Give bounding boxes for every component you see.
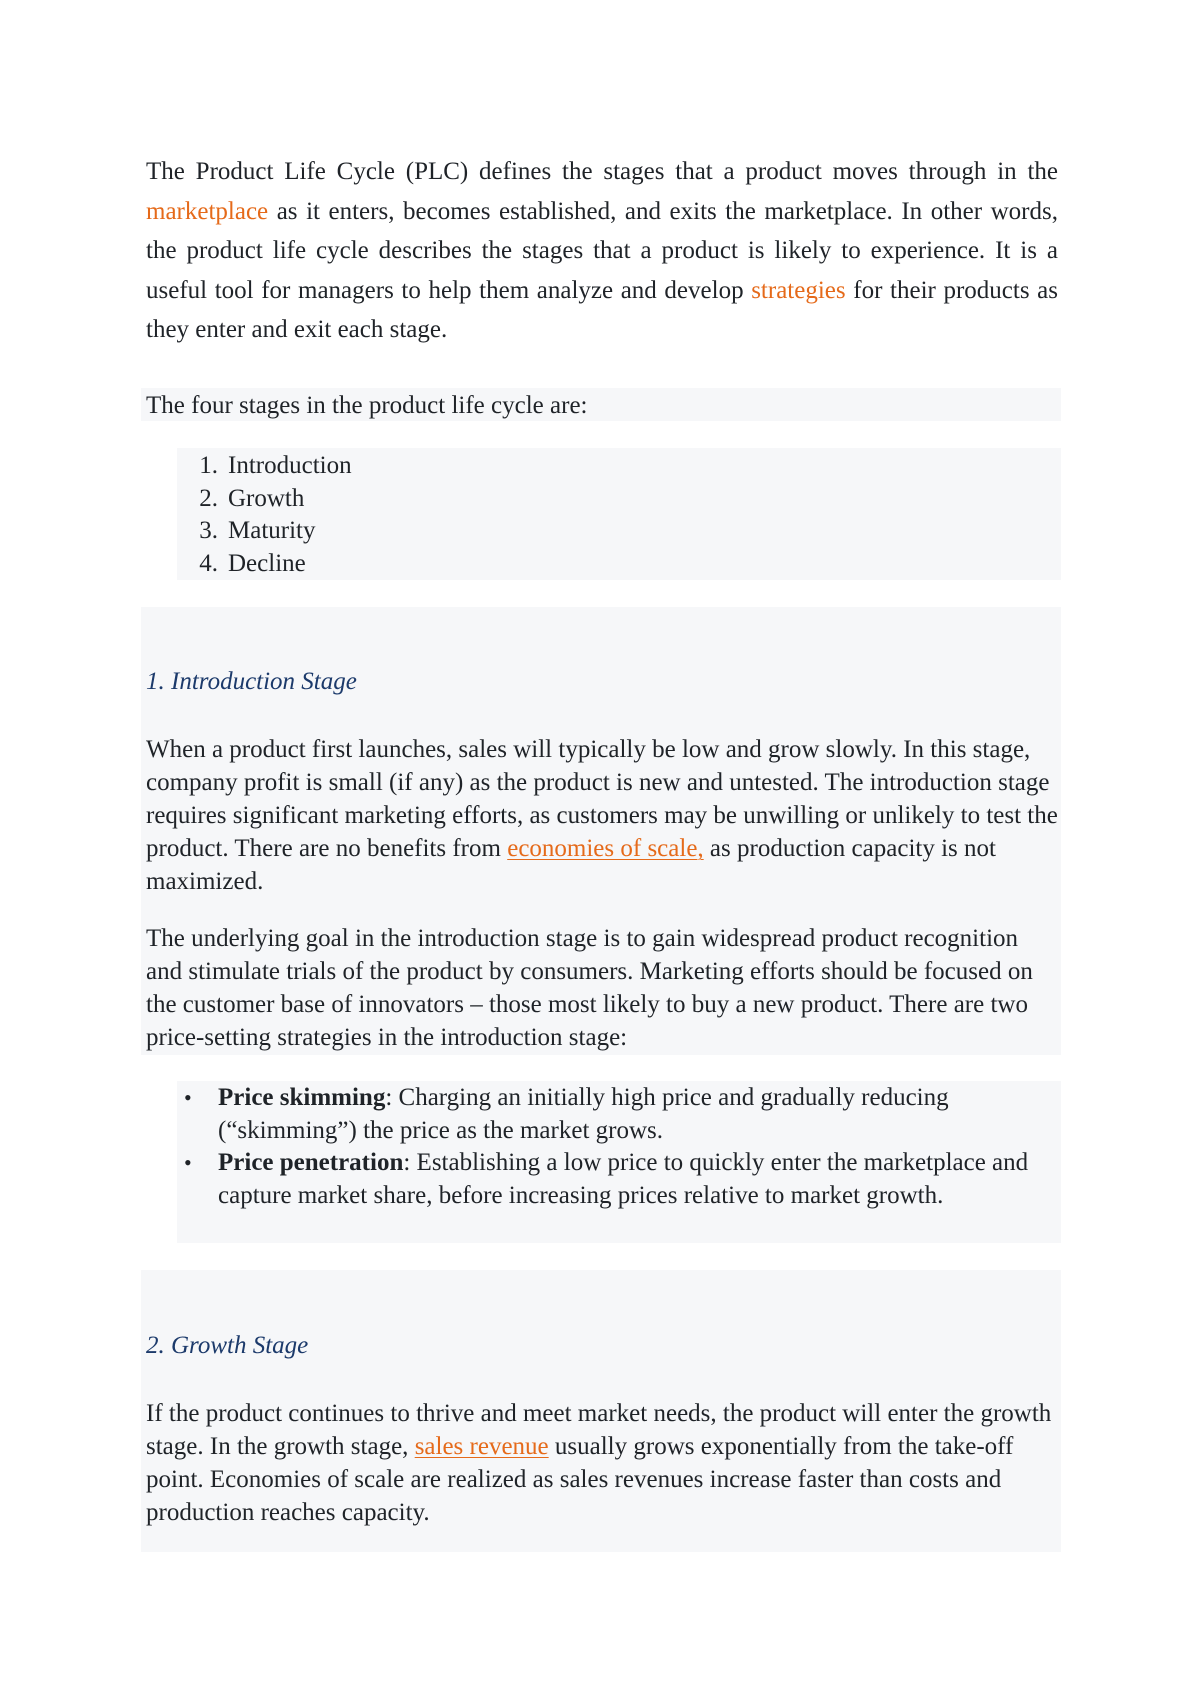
list-number: 3. <box>199 517 218 544</box>
list-number: 4. <box>199 549 218 577</box>
stage-label: Introduction <box>228 452 352 479</box>
introduction-paragraph-1 <box>146 733 1058 898</box>
bullet-term: Price skimming <box>218 1084 386 1111</box>
stages-list-block <box>177 448 1061 580</box>
list-item <box>177 483 352 516</box>
marketplace-link[interactable]: marketplace <box>146 197 269 225</box>
stage-label: Growth <box>228 484 305 512</box>
section-heading-growth: 2. Growth Stage <box>146 1332 309 1359</box>
stages-list <box>177 450 352 580</box>
intro-text-1: The Product Life Cycle (PLC) defines the stages that a product moves through in the <box>146 158 1058 185</box>
paragraph-text: If the product continues to thrive and meet market needs, the product will enter the growth stage. In the growth stage, <box>146 1400 1052 1460</box>
stages-intro-text: The four stages in the product life cycle are: <box>146 392 588 419</box>
sales-revenue-link[interactable]: sales revenue <box>414 1433 549 1460</box>
introduction-stage-section <box>141 607 1061 1055</box>
list-item <box>177 1082 1061 1147</box>
bullet-text: : Establishing a low price to quickly enter the marketplace and capture market share, before increasing prices relative to market growth. <box>218 1149 1029 1209</box>
section-heading-introduction: 1. Introduction Stage <box>146 668 357 695</box>
list-item <box>177 1147 1061 1212</box>
growth-paragraph-1 <box>146 1397 1058 1529</box>
growth-stage-section <box>141 1270 1061 1552</box>
intro-paragraph <box>146 152 1058 350</box>
stage-label: Maturity <box>228 517 316 544</box>
stage-label: Decline <box>228 549 306 577</box>
bullet-icon: • <box>184 1150 192 1175</box>
list-item <box>177 450 352 483</box>
stages-intro-block <box>141 388 1061 421</box>
economies-of-scale-link[interactable]: economies of scale, <box>507 835 704 862</box>
paragraph-text: as production capacity is not maximized. <box>146 835 996 895</box>
list-item <box>177 548 352 581</box>
bullet-term: Price penetration <box>218 1149 404 1176</box>
pricing-strategies-list <box>177 1082 1061 1212</box>
list-item <box>177 515 352 548</box>
bullet-text: : Charging an initially high price and gradually reducing (“skimming”) the price as the market grows. <box>218 1084 949 1144</box>
intro-text-2: as it enters, becomes established, and exits the marketplace. In other words, the product life cycle describes the stages that a product is likely to experience. It is a useful tool for managers to help them analyze and develop <box>146 197 1058 304</box>
list-number: 2. <box>199 484 218 512</box>
introduction-paragraph-2: The underlying goal in the introduction stage is to gain widespread product recognition and stimulate trials of the product by consumers. Marketing efforts should be focused on the customer base of innovators – those most likely to buy a new product. There are two price-setting strategies in the introduction stage: <box>146 925 1033 1051</box>
pricing-strategies-block <box>177 1081 1061 1243</box>
strategies-link[interactable]: strategies <box>751 276 846 304</box>
intro-text-3: for their products as they enter and exit each stage. <box>146 276 1059 343</box>
paragraph-text: usually grows exponentially from the take-off point. Economies of scale are realized as sales revenues increase faster than costs and production reaches capacity. <box>146 1433 1014 1526</box>
bullet-icon: • <box>184 1085 192 1110</box>
list-number: 1. <box>199 452 218 479</box>
paragraph-text: When a product first launches, sales will typically be low and grow slowly. In this stage, company profit is small (if any) as the product is new and untested. The introduction stage requires significant marketing efforts, as customers may be unwilling or unlikely to test the product. There are no benefits from <box>146 736 1058 862</box>
